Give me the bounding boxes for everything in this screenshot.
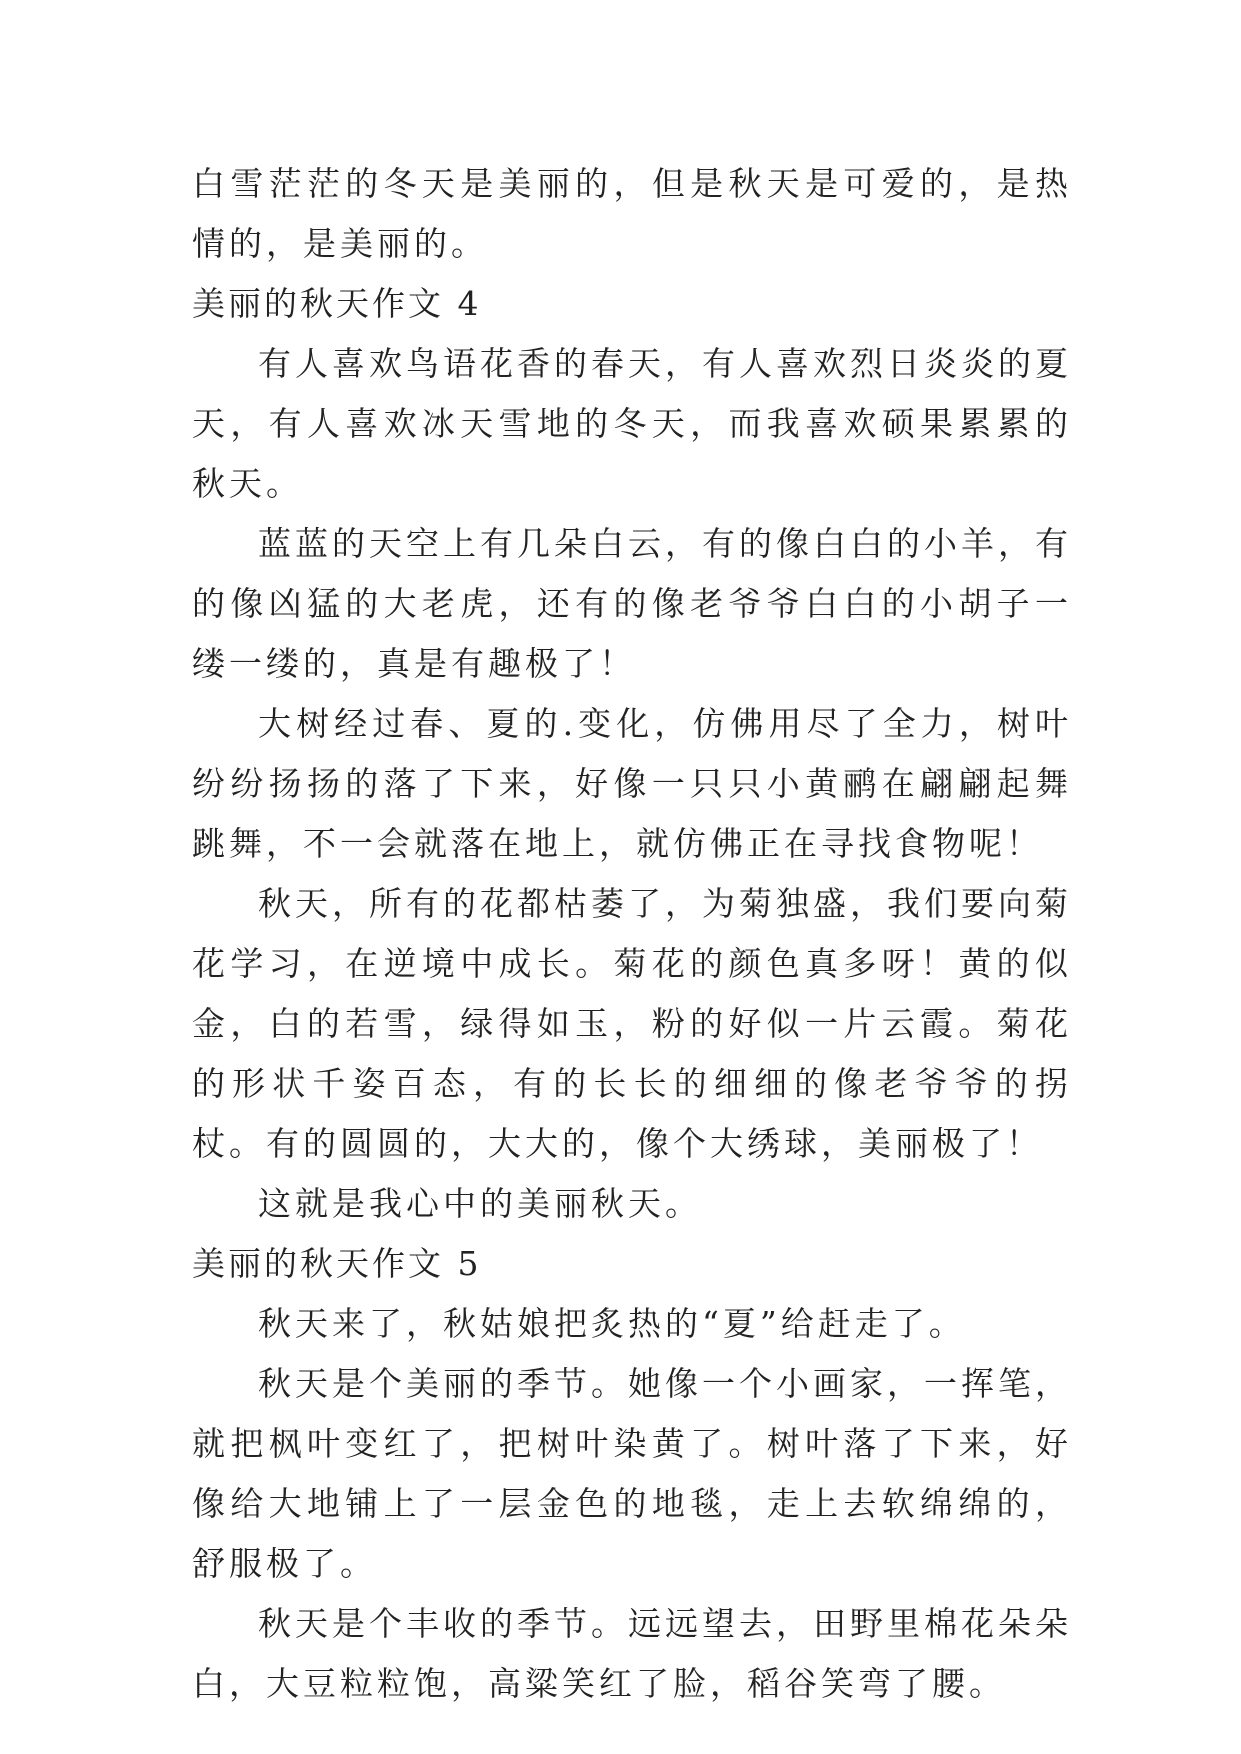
paragraph: 秋天是个丰收的季节。远远望去，田野里棉花朵朵白，大豆粒粒饱，高粱笑红了脸，稻谷笑弯了腰。 bbox=[192, 1604, 1072, 1703]
paragraph: 秋天，所有的花都枯萎了，为菊独盛，我们要向菊花学习，在逆境中成长。菊花的颜色真多呀！黄的似金，白的若雪，绿得如玉，粉的好似一片云霞。菊花的形状千姿百态，有的长长的细细的像老爷爷的拐杖。有的圆圆的，大大的，像个大绣球，美丽极了！ bbox=[192, 884, 1072, 1163]
paragraph: 白雪茫茫的冬天是美丽的，但是秋天是可爱的，是热情的，是美丽的。 bbox=[192, 164, 1072, 263]
paragraph: 有人喜欢鸟语花香的春天，有人喜欢烈日炎炎的夏天，有人喜欢冰天雪地的冬天，而我喜欢硕果累累的秋天。 bbox=[192, 344, 1072, 503]
paragraph: 秋天是个美丽的季节。她像一个小画家，一挥笔，就把枫叶变红了，把树叶染黄了。树叶落了下来，好像给大地铺上了一层金色的地毯，走上去软绵绵的，舒服极了。 bbox=[192, 1364, 1072, 1583]
paragraph: 大树经过春、夏的.变化，仿佛用尽了全力，树叶纷纷扬扬的落了下来，好像一只只小黄鹂在翩翩起舞跳舞，不一会就落在地上，就仿佛正在寻找食物呢！ bbox=[192, 704, 1072, 863]
document-body bbox=[192, 154, 1072, 1714]
paragraph: 蓝蓝的天空上有几朵白云，有的像白白的小羊，有的像凶猛的大老虎，还有的像老爷爷白白的小胡子一缕一缕的，真是有趣极了！ bbox=[192, 524, 1072, 683]
section-heading: 美丽的秋天作文 4 bbox=[192, 284, 482, 323]
section-heading: 美丽的秋天作文 5 bbox=[192, 1244, 482, 1283]
paragraph: 这就是我心中的美丽秋天。 bbox=[258, 1184, 702, 1223]
paragraph: 秋天来了，秋姑娘把炙热的“夏”给赶走了。 bbox=[258, 1304, 966, 1343]
